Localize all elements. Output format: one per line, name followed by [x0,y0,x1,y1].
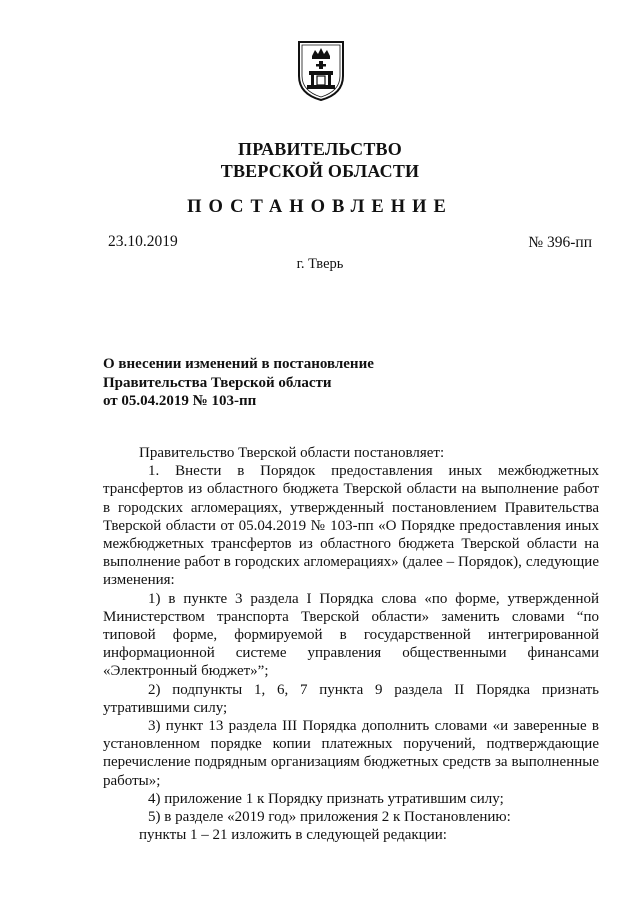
tver-coat-of-arms-icon [297,40,345,102]
subject-line2: Правительства Тверской области [103,374,332,391]
body-paragraph-subitem-3: 3) пункт 13 раздела III Порядка дополнить словами «и заверенные в установленном порядке копии платежных поручений, подтверждающие перечисление подрядным организациям бюджетных средств за выполненные работы»; [103,718,599,789]
document-number: № 396-пп [528,234,592,251]
body-paragraph-subitem-1: 1) в пункте 3 раздела I Порядка слова «по форме, утвержденной Министерством транспорта Тверской области» заменить словами “по типовой форме, формируемой в государственной интегрированной информационной системе управления общественными финансами «Электронный бюджет»”; [103,590,599,680]
subject-line1: О внесении изменений в постановление [103,356,374,372]
coat-of-arms-icon [297,40,345,102]
body-paragraph-preamble: Правительство Тверской области постановляет: [139,445,445,461]
body-paragraph-subitem-2: 2) подпункты 1, 6, 7 пункта 9 раздела II Порядка признать утратившими силу; [103,681,599,716]
document-body [103,444,599,844]
document-date: 23.10.2019 [108,233,178,250]
subject-line3: от 05.04.2019 № 103-пп [103,393,257,409]
body-paragraph-item-1: 1. Внести в Порядок предоставления иных межбюджетных трансфертов из областного бюджета Тверской области на выполнение работ в городских агломерациях, утвержденный постановлением Правительства Тверской области от 05.04.2019 № 103-пп «О Порядке предоставления иных межбюджетных трансфертов из областного бюджета Тверской области на выполнение работ в городских агломерациях» (далее – Порядок), следующие изменения: [103,463,599,589]
document-type-title: ПОСТАНОВЛЕНИЕ [187,197,453,217]
body-paragraph-subitem-5: 5) в разделе «2019 год» приложения 2 к Постановлению: [148,809,511,826]
document-subject [103,355,374,411]
body-paragraph-subitem-4: 4) приложение 1 к Порядку признать утратившим силу; [148,790,504,807]
organization-title-line2: ТВЕРСКОЙ ОБЛАСТИ [220,161,420,181]
body-paragraph-closing: пункты 1 – 21 изложить в следующей редакции: [139,827,447,844]
document-city: г. Тверь [296,256,344,272]
organization-title-line1: ПРАВИТЕЛЬСТВО [238,139,402,159]
